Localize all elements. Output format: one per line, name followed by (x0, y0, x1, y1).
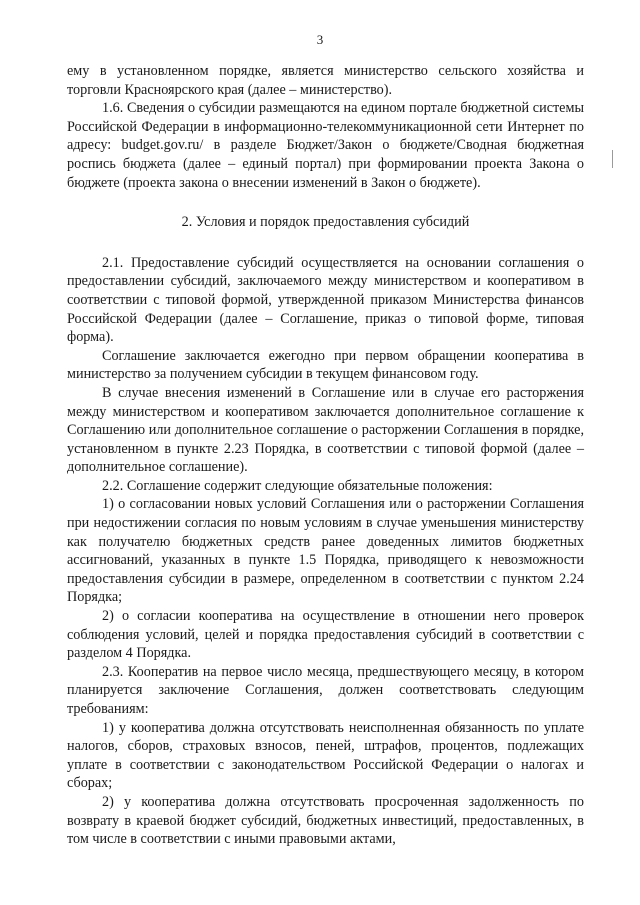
paragraph-2-1: 2.1. Предоставление субсидий осуществляется на основании соглашения о предоставлении субсидий, заключаемого между министерством и кооперативом в соответствии с типовой формой, утвержденной приказом Министерства финансов Российской Федерации (далее – Соглашение, приказ о типовой форме, типовая форма). (67, 254, 584, 346)
paragraph-1-6: 1.6. Сведения о субсидии размещаются на едином портале бюджетной системы Российской Федерации в информационно-телекоммуникационной сети Интернет по адресу: budget.gov.ru/ в разделе Бюджет/Закон о бюджете/Сводная бюджетная роспись бюджета (далее – единый портал) при формировании проекта Закона о бюджете (проекта закона о внесении изменений в Закон о бюджете). (67, 100, 584, 191)
paragraph-2-2: 2.2. Соглашение содержит следующие обязательные положения: (102, 477, 493, 494)
paragraph-2-2-item-2: 2) о согласии кооператива на осуществление в отношении него проверок соблюдения условий, целей и порядка предоставления субсидий в соответствии с разделом 4 Порядка. (67, 608, 584, 662)
paragraph-2-1-changes: В случае внесения изменений в Соглашение или в случае его расторжения между министерством и кооперативом заключается дополнительное соглашение к Соглашению или дополнительное соглашение о расторжении Соглашения в порядке, установленном в пункте 2.23 Порядка, в соответствии с типовой формой (далее – дополнительное соглашение). (67, 384, 584, 476)
document-body (67, 62, 584, 849)
paragraph-2-3-item-1: 1) у кооператива должна отсутствовать неисполненная обязанность по уплате налогов, сборов, страховых взносов, пеней, штрафов, процентов, подлежащих уплате в соответствии с законодательством Российской Федерации о налогах и сборах; (67, 719, 584, 792)
paragraph-2-3: 2.3. Кооператив на первое число месяца, предшествующего месяцу, в котором планируется заключение Соглашения, должен соответствовать следующим требованиям: (67, 663, 584, 717)
paragraph-2-3-item-2: 2) у кооператива должна отсутствовать просроченная задолженность по возврату в краевой бюджет субсидий, бюджетных инвестиций, предоставленных, в том числе в соответствии с иными правовыми актами, (67, 793, 584, 848)
section-2-heading: 2. Условия и порядок предоставления субсидий (181, 214, 470, 231)
paragraph-2-2-item-1: 1) о согласовании новых условий Соглашения или о расторжении Соглашения при недостижении согласия по новым условиям в случае уменьшения министерству как получателю бюджетных средств ранее доведенных лимитов бюджетных ассигнований, указанных в пункте 1.5 Порядка, приводящего к невозможности предоставления субсидии в размере, определенном в соответствии с пунктом 2.24 Порядка; (67, 496, 584, 606)
page-number: 3 (316, 32, 324, 47)
paragraph-2-1-annual: Соглашение заключается ежегодно при первом обращении кооператива в министерство за получением субсидии в текущем финансовом году. (67, 347, 584, 383)
scan-margin-mark (612, 150, 613, 168)
paragraph-1-5-continued: ему в установленном порядке, является министерство сельского хозяйства и торговли Красноярского края (далее – министерство). (67, 63, 584, 98)
